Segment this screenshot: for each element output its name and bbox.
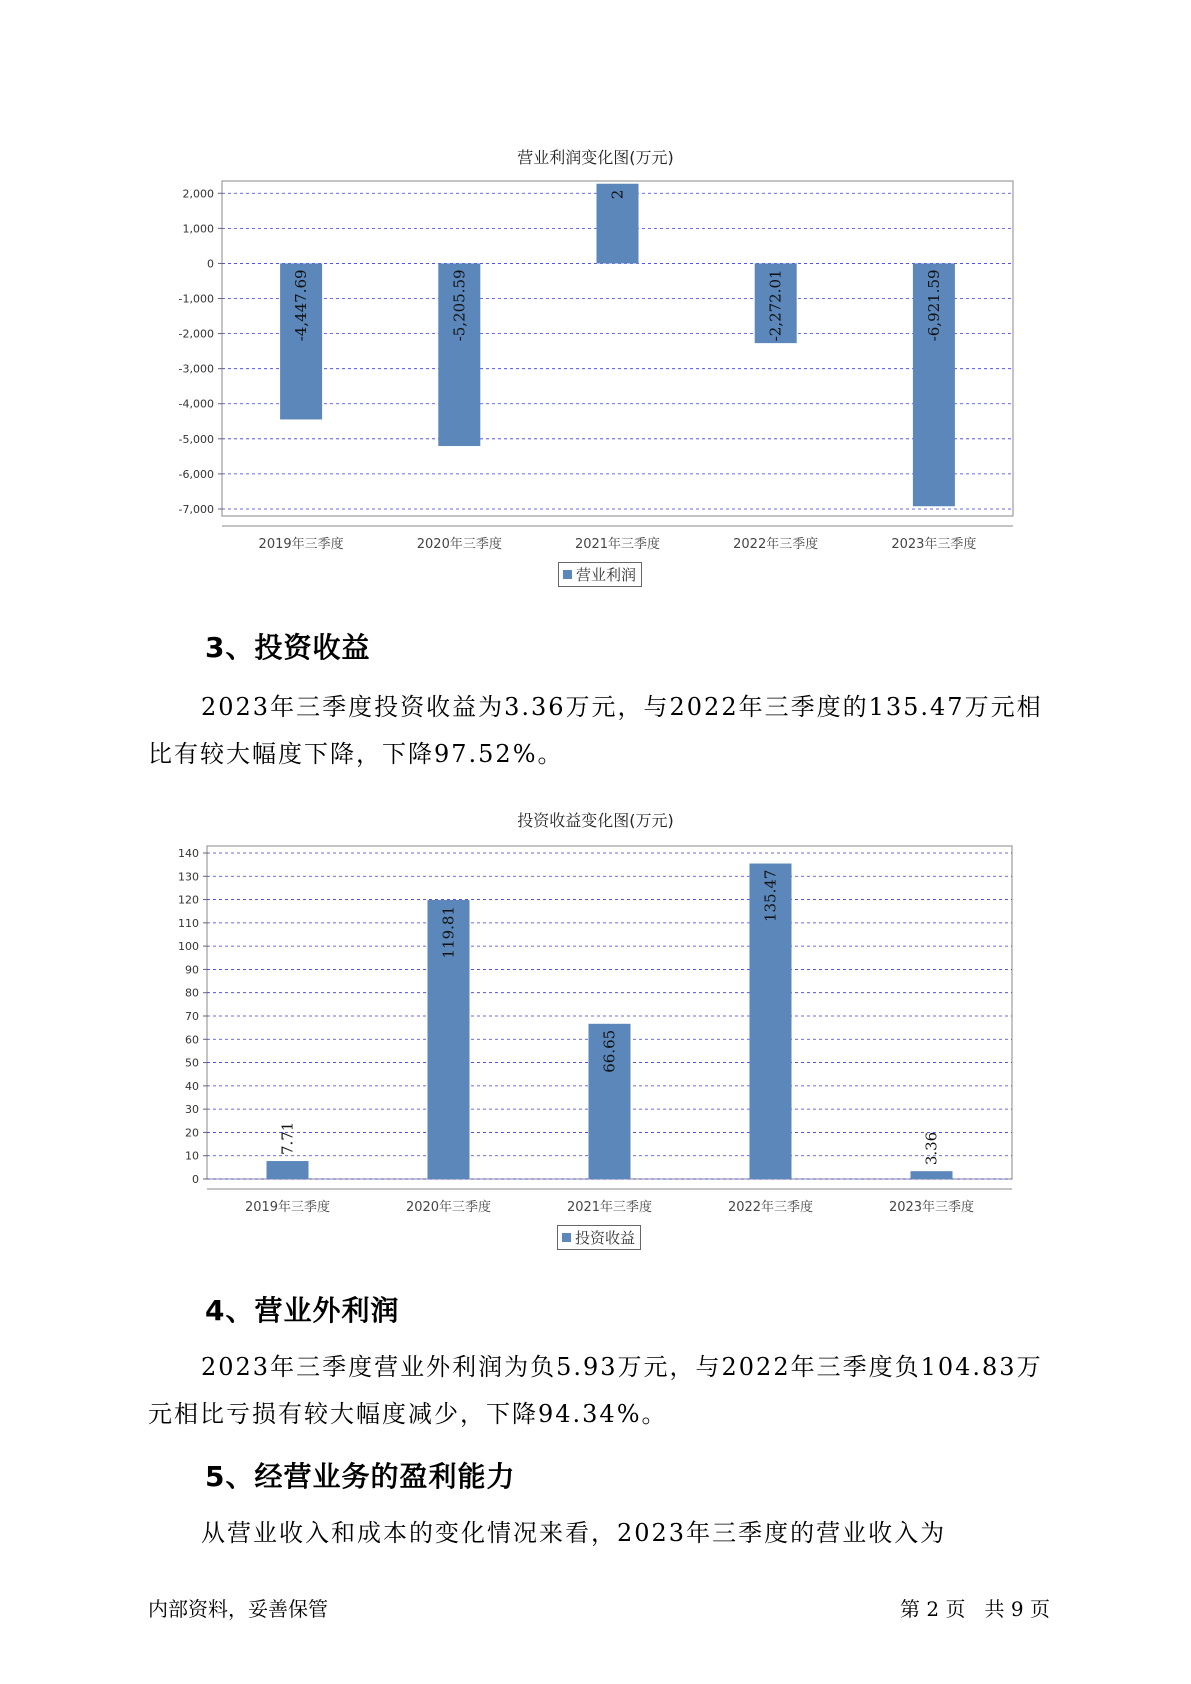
x-category-label: 2020年三季度 bbox=[405, 1200, 492, 1215]
x-category-label: 2023年三季度 bbox=[888, 1200, 975, 1215]
bar-value-label: 119.81 bbox=[439, 906, 458, 959]
y-tick-label: 10 bbox=[185, 1149, 199, 1163]
chart-title-investment-income: 投资收益变化图(万元) bbox=[517, 811, 674, 830]
y-tick-label: 90 bbox=[185, 963, 199, 977]
paragraph-line: 比有较大幅度下降，下降97.52%。 bbox=[148, 740, 564, 768]
y-tick-label: 110 bbox=[178, 916, 199, 930]
bar-value-label: -4,447.69 bbox=[292, 269, 311, 342]
footer-page-number: 第 2 页 共 9 页 bbox=[900, 1597, 1050, 1621]
bar-value-label: 7.71 bbox=[278, 1121, 297, 1156]
y-tick-label: 30 bbox=[185, 1103, 199, 1117]
chart-legend-operating-profit bbox=[558, 562, 642, 587]
y-tick-label: 70 bbox=[185, 1009, 199, 1023]
x-category-label: 2022年三季度 bbox=[733, 537, 819, 552]
y-tick-label: 140 bbox=[178, 846, 199, 860]
bar-value-label: 3.36 bbox=[922, 1131, 941, 1166]
paragraph-line: 2023年三季度营业外利润为负5.93万元，与2022年三季度负104.83万 bbox=[201, 1353, 1043, 1381]
x-category-label: 2021年三季度 bbox=[574, 537, 661, 552]
paragraph-profitability bbox=[148, 1510, 1048, 1557]
y-tick-label: 2,000 bbox=[182, 187, 214, 201]
y-tick-label: -5,000 bbox=[178, 432, 214, 446]
paragraph-line: 2023年三季度投资收益为3.36万元，与2022年三季度的135.47万元相 bbox=[201, 693, 1043, 721]
operating-profit-chart bbox=[0, 170, 1191, 560]
bar-value-label: -6,921.59 bbox=[924, 269, 943, 342]
x-category-label: 2021年三季度 bbox=[566, 1200, 653, 1215]
section-heading-profitability: 5、经营业务的盈利能力 bbox=[205, 1460, 516, 1493]
section-heading-investment-income: 3、投资收益 bbox=[205, 631, 371, 664]
x-category-label: 2022年三季度 bbox=[727, 1200, 814, 1215]
y-tick-label: 1,000 bbox=[182, 222, 214, 236]
y-tick-label: -3,000 bbox=[178, 362, 214, 376]
y-tick-label: 130 bbox=[178, 870, 199, 884]
bar-value-label: 66.65 bbox=[600, 1029, 619, 1073]
y-tick-label: 0 bbox=[207, 257, 214, 271]
investment-income-chart bbox=[0, 840, 1191, 1230]
bar-value-label: -5,205.59 bbox=[450, 269, 469, 342]
x-category-label: 2019年三季度 bbox=[258, 537, 344, 552]
paragraph-line: 从营业收入和成本的变化情况来看，2023年三季度的营业收入为 bbox=[201, 1519, 947, 1547]
bar bbox=[267, 1161, 309, 1179]
y-tick-label: 80 bbox=[185, 986, 199, 1000]
x-category-label: 2023年三季度 bbox=[891, 537, 977, 552]
y-tick-label: 40 bbox=[185, 1079, 199, 1093]
paragraph-investment-income bbox=[148, 684, 1048, 778]
chart-title-operating-profit: 营业利润变化图(万元) bbox=[517, 148, 674, 167]
y-tick-label: 20 bbox=[185, 1126, 199, 1140]
y-tick-label: -7,000 bbox=[178, 502, 214, 516]
legend-swatch bbox=[562, 1233, 571, 1242]
y-tick-label: 50 bbox=[185, 1056, 199, 1070]
y-tick-label: 60 bbox=[185, 1033, 199, 1047]
legend-swatch bbox=[563, 570, 572, 579]
paragraph-non-operating-profit bbox=[148, 1344, 1048, 1438]
chart-legend-investment-income bbox=[557, 1225, 641, 1250]
y-tick-label: -1,000 bbox=[178, 292, 214, 306]
footer-confidential: 内部资料，妥善保管 bbox=[148, 1597, 328, 1621]
section-heading-non-operating-profit: 4、营业外利润 bbox=[205, 1294, 400, 1327]
bar bbox=[911, 1171, 953, 1179]
x-category-label: 2019年三季度 bbox=[244, 1200, 331, 1215]
paragraph-line: 元相比亏损有较大幅度减少，下降94.34%。 bbox=[148, 1400, 668, 1428]
bar-value-label: 135.47 bbox=[761, 869, 780, 923]
bar-value-label: 2 bbox=[608, 189, 627, 200]
legend-label: 营业利润 bbox=[576, 566, 637, 584]
legend-label: 投资收益 bbox=[575, 1229, 636, 1247]
y-tick-label: -6,000 bbox=[178, 467, 214, 481]
y-tick-label: 0 bbox=[192, 1173, 199, 1186]
y-tick-label: -2,000 bbox=[178, 327, 214, 341]
bar-value-label: -2,272.01 bbox=[766, 269, 785, 342]
x-category-label: 2020年三季度 bbox=[416, 537, 502, 552]
y-tick-label: 100 bbox=[178, 940, 199, 954]
y-tick-label: -4,000 bbox=[178, 397, 214, 411]
y-tick-label: 120 bbox=[178, 893, 199, 907]
